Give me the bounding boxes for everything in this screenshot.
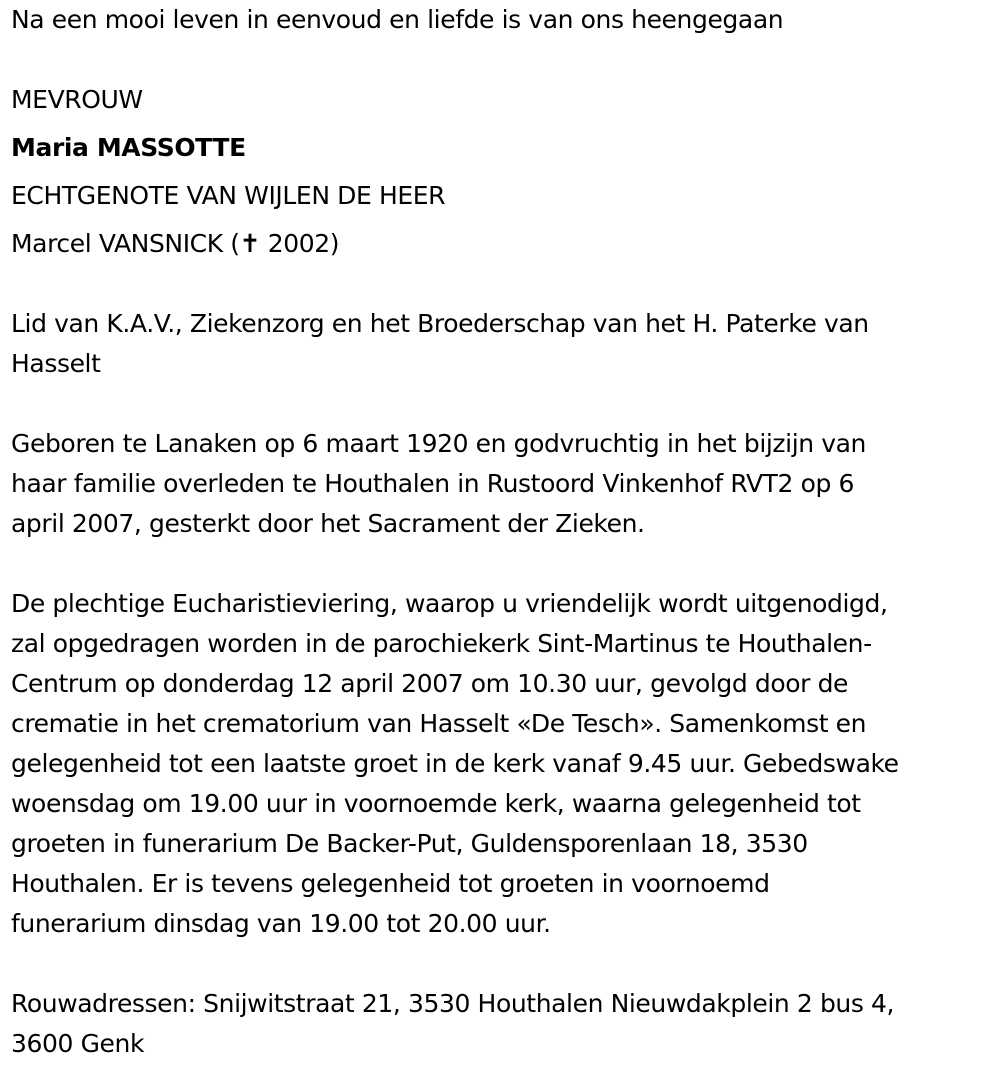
obituary-notice <box>11 0 991 1064</box>
birth-death-paragraph <box>11 424 991 544</box>
ceremony-line: De plechtige Eucharistieviering, waarop u vriendelijk wordt uitgenodigd, <box>11 589 888 618</box>
membership-line: Lid van K.A.V., Ziekenzorg en het Broederschap van het H. Paterke van <box>11 309 869 338</box>
birth-death-line: april 2007, gesterkt door het Sacrament der Zieken. <box>11 509 645 538</box>
ceremony-line: zal opgedragen worden in de parochiekerk Sint-Martinus te Houthalen- <box>11 629 872 658</box>
birth-death-line: Geboren te Lanaken op 6 maart 1920 en godvruchtig in het bijzijn van <box>11 429 866 458</box>
membership-paragraph <box>11 304 991 384</box>
relation-text: ECHTGENOTE VAN WIJLEN DE HEER <box>11 181 446 210</box>
ceremony-line: crematie in het crematorium van Hasselt «De Tesch». Samenkomst en <box>11 709 867 738</box>
ceremony-line: groeten in funerarium De Backer-Put, Guldensporenlaan 18, 3530 <box>11 829 808 858</box>
intro-text: Na een mooi leven in eenvoud en liefde is van ons heengegaan <box>11 5 784 34</box>
title-text: MEVROUW <box>11 85 143 114</box>
ceremony-line: funerarium dinsdag van 19.00 tot 20.00 uur. <box>11 909 551 938</box>
ceremony-line: gelegenheid tot een laatste groet in de kerk vanaf 9.45 uur. Gebedswake <box>11 749 899 778</box>
spouse-text: Marcel VANSNICK (✝ 2002) <box>11 229 340 258</box>
address-line: 3600 Genk <box>11 1029 145 1058</box>
address-line: Rouwadressen: Snijwitstraat 21, 3530 Houthalen Nieuwdakplein 2 bus 4, <box>11 989 895 1018</box>
birth-death-line: haar familie overleden te Houthalen in Rustoord Vinkenhof RVT2 op 6 <box>11 469 855 498</box>
ceremony-paragraph <box>11 584 991 944</box>
ceremony-line: Houthalen. Er is tevens gelegenheid tot groeten in voornoemd <box>11 869 770 898</box>
membership-line: Hasselt <box>11 349 101 378</box>
ceremony-line: woensdag om 19.00 uur in voornoemde kerk, waarna gelegenheid tot <box>11 789 861 818</box>
ceremony-line: Centrum op donderdag 12 april 2007 om 10.30 uur, gevolgd door de <box>11 669 849 698</box>
deceased-name: Maria MASSOTTE <box>11 133 246 162</box>
addresses-paragraph <box>11 984 991 1064</box>
